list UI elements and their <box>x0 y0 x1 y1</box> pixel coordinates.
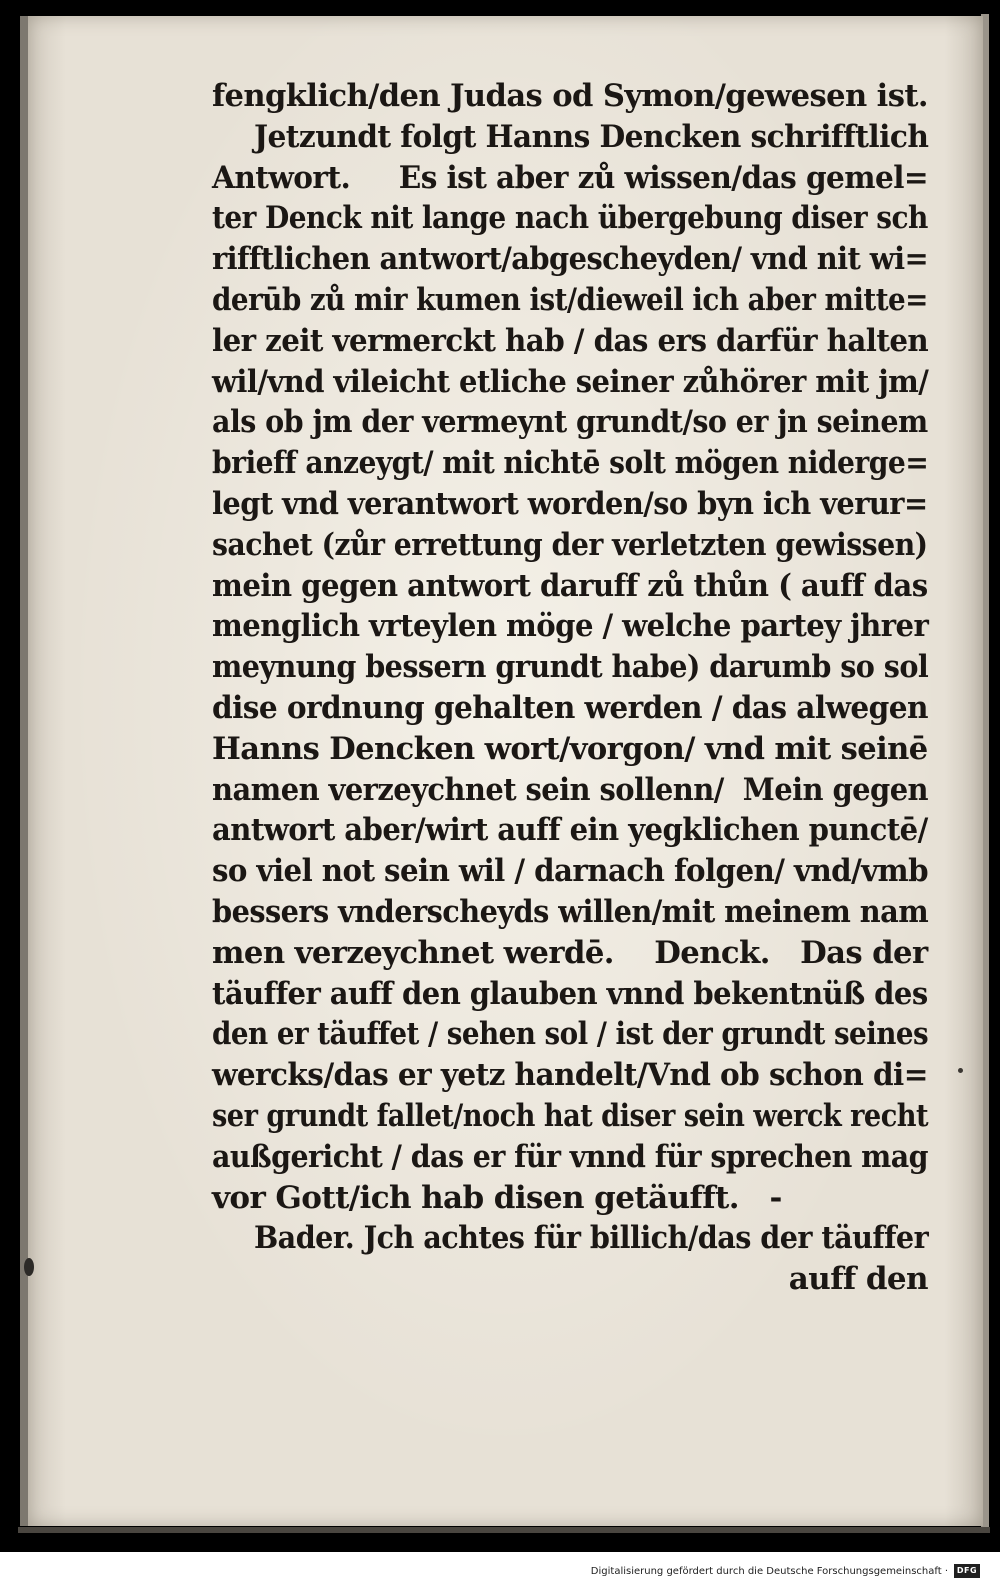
text-line: wil/vnd vileicht etliche seiner zůhörer mit jm/ <box>212 363 929 400</box>
text-line: vor Gott/ich hab disen getäufft. - <box>212 1179 782 1216</box>
text-line: täuffer auff den glauben vnnd bekentnüß des <box>212 975 928 1012</box>
text-line: Antwort. Es ist aber zů wissen/das gemel= <box>212 159 929 196</box>
text-line: fengklich/den Judas od Symon/gewesen ist. <box>212 78 928 114</box>
text-line: ler zeit vermerckt hab / das ers darfür halten <box>212 322 929 359</box>
text-line: Bader. Jch achtes für billich/das der täuffer <box>254 1220 929 1257</box>
text-line: derūb zů mir kumen ist/dieweil ich aber mitte= <box>212 281 928 318</box>
text-line: men verzeychnet werdē. Denck. Das der <box>212 934 928 971</box>
text-line: bessers vnderscheyds willen/mit meinem nam <box>212 893 929 930</box>
text-line: brieff anzeygt/ mit nichtē solt mögen niderge= <box>212 445 929 482</box>
text-line: menglich vrteylen möge / welche partey jhrer <box>212 608 929 645</box>
page-text <box>212 76 928 1300</box>
footer-bar <box>0 1552 1000 1586</box>
text-line: Hanns Dencken wort/vorgon/ vnd mit seinē <box>212 730 928 767</box>
text-line: mein gegen antwort daruff zů thůn ( auff das <box>212 567 928 604</box>
page-bottom-edge <box>18 1527 990 1533</box>
text-line: dise ordnung gehalten werden / das alwegen <box>212 689 928 726</box>
text-line: so viel not sein wil / darnach folgen/ vnd/vmb <box>212 853 928 890</box>
text-line: den er täuffet / sehen sol / ist der grundt seines <box>212 1016 929 1053</box>
ink-stain <box>24 1258 34 1276</box>
text-line: meynung bessern grundt habe) darumb so sol <box>212 649 929 686</box>
text-line: wercks/das er yetz handelt/Vnd ob schon di= <box>212 1057 928 1094</box>
text-line: antwort aber/wirt auff ein yegklichen punctē/ <box>212 812 928 849</box>
dfg-logo-icon: DFG <box>954 1564 980 1578</box>
text-line: namen verzeychnet sein sollenn/ Mein gegen <box>212 771 929 808</box>
text-line: Jetzundt folgt Hanns Dencken schrifftlich <box>254 118 929 155</box>
margin-mark <box>958 1068 963 1073</box>
funding-credit: Digitalisierung gefördert durch die Deutsche Forschungsgemeinschaft · <box>590 1566 948 1577</box>
text-line: ter Denck nit lange nach übergebung diser sch <box>212 200 928 237</box>
text-line: als ob jm der vermeynt grundt/so er jn seinem <box>212 404 928 441</box>
text-line: außgericht / das er für vnnd für sprechen mag <box>212 1138 928 1175</box>
text-line: legt vnd verantwort worden/so byn ich verur= <box>212 485 928 522</box>
text-line: ser grundt fallet/noch hat diser sein werck recht <box>212 1097 929 1134</box>
text-line: rifftlichen antwort/abgescheyden/ vnd nit wi= <box>212 241 929 278</box>
text-line: sachet (zůr errettung der verletzten gewissen) <box>212 526 928 563</box>
catchword: auff den <box>788 1261 928 1298</box>
